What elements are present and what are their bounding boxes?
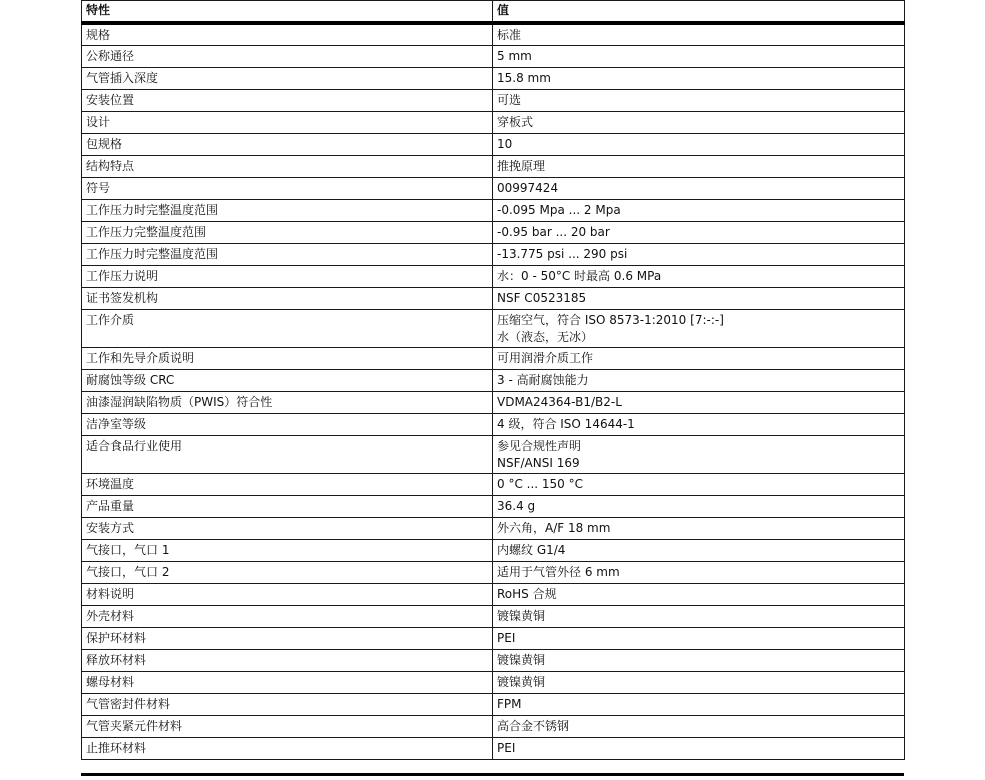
property-name: 安装方式 bbox=[82, 517, 493, 539]
property-value-line: 0 °C ... 150 °C bbox=[497, 476, 583, 491]
property-value-line: 3 - 高耐腐蚀能力 bbox=[497, 372, 589, 387]
property-name: 止推环材料 bbox=[82, 737, 493, 759]
table-row bbox=[82, 627, 905, 649]
table-row bbox=[82, 45, 905, 67]
property-value bbox=[493, 561, 905, 583]
property-value bbox=[493, 413, 905, 435]
property-value-line: 36.4 g bbox=[497, 498, 536, 513]
property-name: 工作压力时完整温度范围 bbox=[82, 243, 493, 265]
table-header bbox=[82, 1, 905, 23]
property-value bbox=[493, 715, 905, 737]
property-value bbox=[493, 309, 905, 347]
property-value bbox=[493, 473, 905, 495]
property-value-line: PEI bbox=[497, 630, 516, 645]
property-name: 规格 bbox=[82, 23, 493, 46]
table-row bbox=[82, 605, 905, 627]
property-value bbox=[493, 111, 905, 133]
property-value-line: NSF/ANSI 169 bbox=[497, 455, 580, 470]
property-value bbox=[493, 649, 905, 671]
table-row bbox=[82, 715, 905, 737]
property-value-line: 水：0 - 50°C 时最高 0.6 MPa bbox=[497, 268, 662, 283]
property-value bbox=[493, 265, 905, 287]
property-name: 材料说明 bbox=[82, 583, 493, 605]
property-value bbox=[493, 495, 905, 517]
table-row bbox=[82, 155, 905, 177]
property-value-line: NSF C0523185 bbox=[497, 290, 587, 305]
property-name: 耐腐蚀等级 CRC bbox=[82, 369, 493, 391]
property-value bbox=[493, 583, 905, 605]
property-name: 结构特点 bbox=[82, 155, 493, 177]
property-value bbox=[493, 517, 905, 539]
property-name: 外壳材料 bbox=[82, 605, 493, 627]
property-name: 螺母材料 bbox=[82, 671, 493, 693]
table-row bbox=[82, 243, 905, 265]
table-row bbox=[82, 265, 905, 287]
property-value-line: 15.8 mm bbox=[497, 70, 551, 85]
table-row bbox=[82, 111, 905, 133]
property-name: 环境温度 bbox=[82, 473, 493, 495]
header-value: 值 bbox=[493, 1, 905, 23]
table-row bbox=[82, 221, 905, 243]
property-name: 气管插入深度 bbox=[82, 67, 493, 89]
property-value-line: 4 级，符合 ISO 14644-1 bbox=[497, 416, 635, 431]
property-value-line: -13.775 psi ... 290 psi bbox=[497, 246, 628, 261]
property-value-line: 镀镍黄铜 bbox=[497, 608, 546, 623]
property-name: 适合食品行业使用 bbox=[82, 435, 493, 473]
property-value bbox=[493, 627, 905, 649]
table-row bbox=[82, 177, 905, 199]
property-value-line: 高合金不锈钢 bbox=[497, 718, 570, 733]
property-value bbox=[493, 67, 905, 89]
property-value-line: 参见合规性声明 bbox=[497, 438, 582, 453]
property-value-line: -0.095 Mpa ... 2 Mpa bbox=[497, 202, 621, 217]
property-value bbox=[493, 177, 905, 199]
property-value-line: FPM bbox=[497, 696, 522, 711]
property-name: 气管密封件材料 bbox=[82, 693, 493, 715]
table-row bbox=[82, 473, 905, 495]
property-value bbox=[493, 23, 905, 46]
property-value bbox=[493, 391, 905, 413]
property-name: 工作和先导介质说明 bbox=[82, 347, 493, 369]
table-row bbox=[82, 737, 905, 759]
property-name: 洁净室等级 bbox=[82, 413, 493, 435]
property-value bbox=[493, 369, 905, 391]
property-name: 气接口，气口 2 bbox=[82, 561, 493, 583]
table-row bbox=[82, 583, 905, 605]
property-value-line: 推挽原理 bbox=[497, 158, 546, 173]
table-row bbox=[82, 517, 905, 539]
table-row bbox=[82, 369, 905, 391]
table-body bbox=[82, 23, 905, 760]
property-name: 保护环材料 bbox=[82, 627, 493, 649]
property-value bbox=[493, 737, 905, 759]
property-value-line: PEI bbox=[497, 740, 516, 755]
property-value bbox=[493, 287, 905, 309]
property-value bbox=[493, 199, 905, 221]
property-value-line: 00997424 bbox=[497, 180, 559, 195]
property-name: 工作压力时完整温度范围 bbox=[82, 199, 493, 221]
table-row bbox=[82, 693, 905, 715]
property-name: 油漆湿润缺陷物质（PWIS）符合性 bbox=[82, 391, 493, 413]
property-value-line: 镀镍黄铜 bbox=[497, 674, 546, 689]
header-row bbox=[82, 1, 905, 23]
property-value bbox=[493, 155, 905, 177]
table-row bbox=[82, 649, 905, 671]
property-value-line: 外六角，A/F 18 mm bbox=[497, 520, 611, 535]
property-name: 气接口，气口 1 bbox=[82, 539, 493, 561]
property-name: 公称通径 bbox=[82, 45, 493, 67]
property-name: 包规格 bbox=[82, 133, 493, 155]
property-value bbox=[493, 45, 905, 67]
table-row bbox=[82, 89, 905, 111]
property-value bbox=[493, 221, 905, 243]
property-name: 设计 bbox=[82, 111, 493, 133]
property-value-line: 可用润滑介质工作 bbox=[497, 350, 594, 365]
table-row bbox=[82, 539, 905, 561]
property-value-line: VDMA24364-B1/B2-L bbox=[497, 394, 622, 409]
property-value bbox=[493, 89, 905, 111]
property-value-line: 适用于气管外径 6 mm bbox=[497, 564, 620, 579]
property-value bbox=[493, 605, 905, 627]
table-bottom-rule bbox=[81, 773, 904, 776]
spec-table bbox=[81, 0, 905, 760]
table-row bbox=[82, 495, 905, 517]
property-name: 气管夹紧元件材料 bbox=[82, 715, 493, 737]
property-value-line: 标准 bbox=[497, 27, 522, 42]
table-row bbox=[82, 347, 905, 369]
table-row bbox=[82, 391, 905, 413]
property-name: 工作压力完整温度范围 bbox=[82, 221, 493, 243]
property-value bbox=[493, 347, 905, 369]
property-value bbox=[493, 133, 905, 155]
table-row bbox=[82, 199, 905, 221]
table-row bbox=[82, 23, 905, 46]
property-value bbox=[493, 435, 905, 473]
table-row bbox=[82, 561, 905, 583]
property-value-line: -0.95 bar ... 20 bar bbox=[497, 224, 610, 239]
property-value bbox=[493, 671, 905, 693]
property-value-line: 5 mm bbox=[497, 48, 532, 63]
table-row bbox=[82, 133, 905, 155]
property-value-line: 水（液态，无冰） bbox=[497, 329, 594, 344]
property-value bbox=[493, 693, 905, 715]
property-value-line: 镀镍黄铜 bbox=[497, 652, 546, 667]
property-value-line: RoHS 合规 bbox=[497, 586, 557, 601]
property-name: 证书签发机构 bbox=[82, 287, 493, 309]
property-value-line: 10 bbox=[497, 136, 513, 151]
table-row bbox=[82, 309, 905, 347]
table-row bbox=[82, 671, 905, 693]
property-value bbox=[493, 539, 905, 561]
property-name: 安装位置 bbox=[82, 89, 493, 111]
property-value-line: 内螺纹 G1/4 bbox=[497, 542, 566, 557]
property-value bbox=[493, 243, 905, 265]
property-value-line: 穿板式 bbox=[497, 114, 534, 129]
property-name: 工作介质 bbox=[82, 309, 493, 347]
table-row bbox=[82, 435, 905, 473]
table-row bbox=[82, 67, 905, 89]
property-name: 释放环材料 bbox=[82, 649, 493, 671]
header-key: 特性 bbox=[82, 1, 493, 23]
table-row bbox=[82, 413, 905, 435]
property-name: 符号 bbox=[82, 177, 493, 199]
property-value-line: 可选 bbox=[497, 92, 522, 107]
property-value-line: 压缩空气，符合 ISO 8573-1:2010 [7:-:-] bbox=[497, 312, 724, 327]
property-name: 工作压力说明 bbox=[82, 265, 493, 287]
table-row bbox=[82, 287, 905, 309]
property-name: 产品重量 bbox=[82, 495, 493, 517]
